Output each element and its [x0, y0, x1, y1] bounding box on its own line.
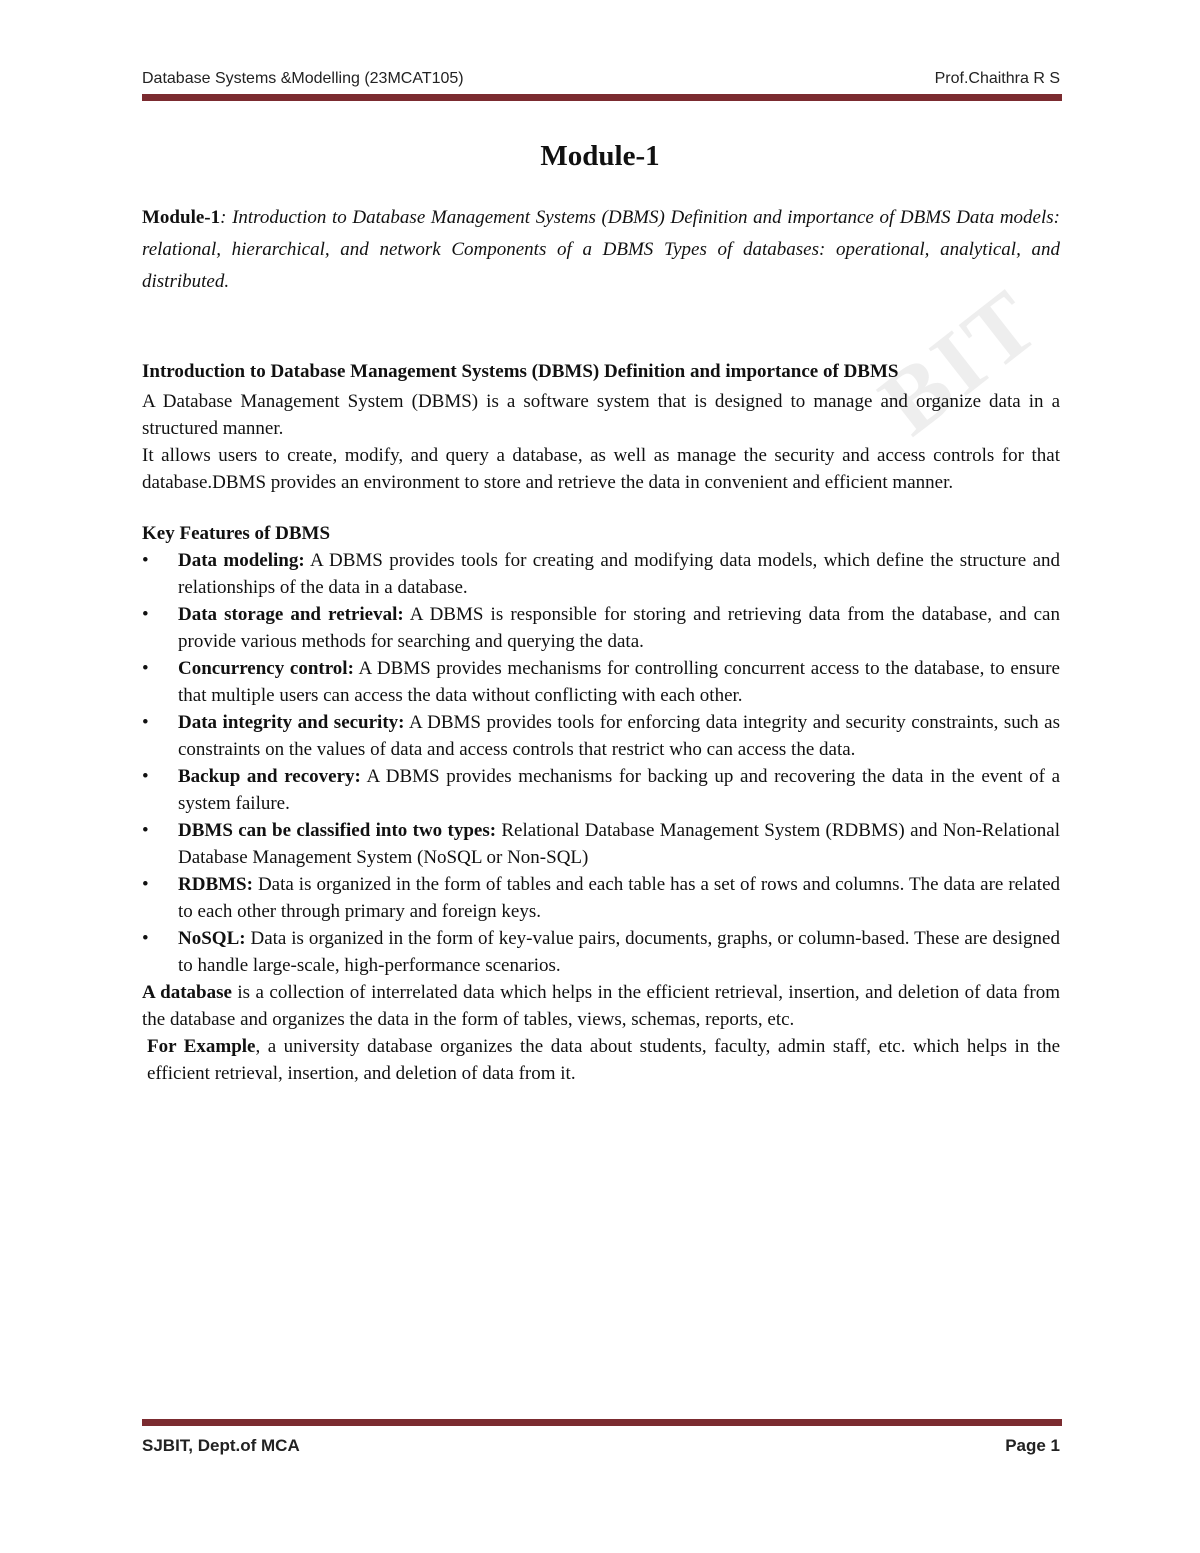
footer-page-number: Page 1 [1005, 1436, 1060, 1455]
feature-text: A DBMS provides tools for creating and modifying data models, which define the structure and relationships of the data in a database. [178, 550, 1061, 598]
key-features-list [142, 547, 1060, 979]
feature-term: RDBMS: [178, 874, 253, 895]
feature-text: A DBMS provides mechanisms for backing up and recovering the data in the event of a system failure. [178, 766, 1060, 814]
page-title: Module-1 [540, 140, 660, 172]
section-heading: Introduction to Database Management Systems (DBMS) Definition and importance of DBMS [142, 361, 899, 382]
list-item [142, 925, 1060, 979]
list-item [142, 871, 1060, 925]
database-term: A database [142, 982, 232, 1003]
database-definition-paragraph [142, 979, 1060, 1033]
feature-term: Backup and recovery: [178, 766, 361, 787]
database-text: is a collection of interrelated data which helps in the efficient retrieval, insertion, and deletion of data from the database and organizes the data in the form of tables, views, schemas, reports, etc. [142, 982, 1060, 1030]
list-item [142, 547, 1060, 601]
feature-term: Data integrity and security: [178, 712, 405, 733]
list-item [142, 763, 1060, 817]
feature-term: DBMS can be classified into two types: [178, 820, 497, 841]
watermark: BIT [861, 268, 1059, 454]
syllabus-paragraph [142, 202, 1060, 298]
feature-term: Data storage and retrieval: [178, 604, 404, 625]
syllabus-label: Module-1 [142, 207, 221, 228]
example-text: , a university database organizes the data about students, faculty, admin staff, etc. which helps in the efficient retrieval, insertion, and deletion of data from it. [147, 1036, 1060, 1084]
footer-rule [142, 1419, 1062, 1426]
header-author: Prof.Chaithra R S [934, 70, 1060, 87]
feature-term: NoSQL: [178, 928, 246, 949]
feature-text: Data is organized in the form of tables and each table has a set of rows and columns. The data are related to each other through primary and foreign keys. [178, 874, 1060, 922]
syllabus-text: : Introduction to Database Management Systems (DBMS) Definition and importance of DBMS Data models: relational, hierarchical, and network Components of a DBMS Types of databases: operational, analytical, and distributed. [142, 207, 1060, 292]
bullet-icon: • [142, 874, 149, 895]
header-course-title: Database Systems &Modelling (23MCAT105) [142, 70, 464, 87]
document-body [142, 202, 1060, 1087]
page-header [142, 70, 1060, 88]
bullet-icon: • [142, 820, 149, 841]
bullet-icon: • [142, 712, 149, 733]
feature-text: A DBMS provides mechanisms for controlling concurrent access to the database, to ensure that multiple users can access the data without conflicting with each other. [178, 658, 1060, 706]
header-rule [142, 94, 1062, 101]
feature-text: Data is organized in the form of key-value pairs, documents, graphs, or column-based. These are designed to handle large-scale, high-performance scenarios. [178, 928, 1060, 976]
list-item [142, 655, 1060, 709]
list-item [142, 709, 1060, 763]
list-item [142, 817, 1060, 871]
bullet-icon: • [142, 766, 149, 787]
example-paragraph [142, 1033, 1060, 1087]
feature-term: Data modeling: [178, 550, 305, 571]
feature-text: Relational Database Management System (RDBMS) and Non-Relational Database Management System (NoSQL or Non-SQL) [178, 820, 1060, 868]
bullet-icon: • [142, 550, 149, 571]
definition-paragraph: A Database Management System (DBMS) is a software system that is designed to manage and organize data in a structured manner. [142, 391, 1060, 439]
feature-term: Concurrency control: [178, 658, 354, 679]
page-footer [142, 1436, 1060, 1456]
key-features-heading: Key Features of DBMS [142, 523, 331, 544]
list-item [142, 601, 1060, 655]
feature-text: A DBMS is responsible for storing and retrieving data from the database, and can provide various methods for searching and querying the data. [178, 604, 1060, 652]
bullet-icon: • [142, 604, 149, 625]
example-term: For Example [147, 1036, 256, 1057]
bullet-icon: • [142, 658, 149, 679]
bullet-icon: • [142, 928, 149, 949]
footer-department: SJBIT, Dept.of MCA [142, 1436, 300, 1455]
overview-paragraph: It allows users to create, modify, and query a database, as well as manage the security and access controls for that database.DBMS provides an environment to store and retrieve the data in convenient and efficient manner. [142, 445, 1060, 493]
feature-text: A DBMS provides tools for enforcing data integrity and security constraints, such as constraints on the values of data and access controls that restrict who can access the data. [178, 712, 1060, 760]
